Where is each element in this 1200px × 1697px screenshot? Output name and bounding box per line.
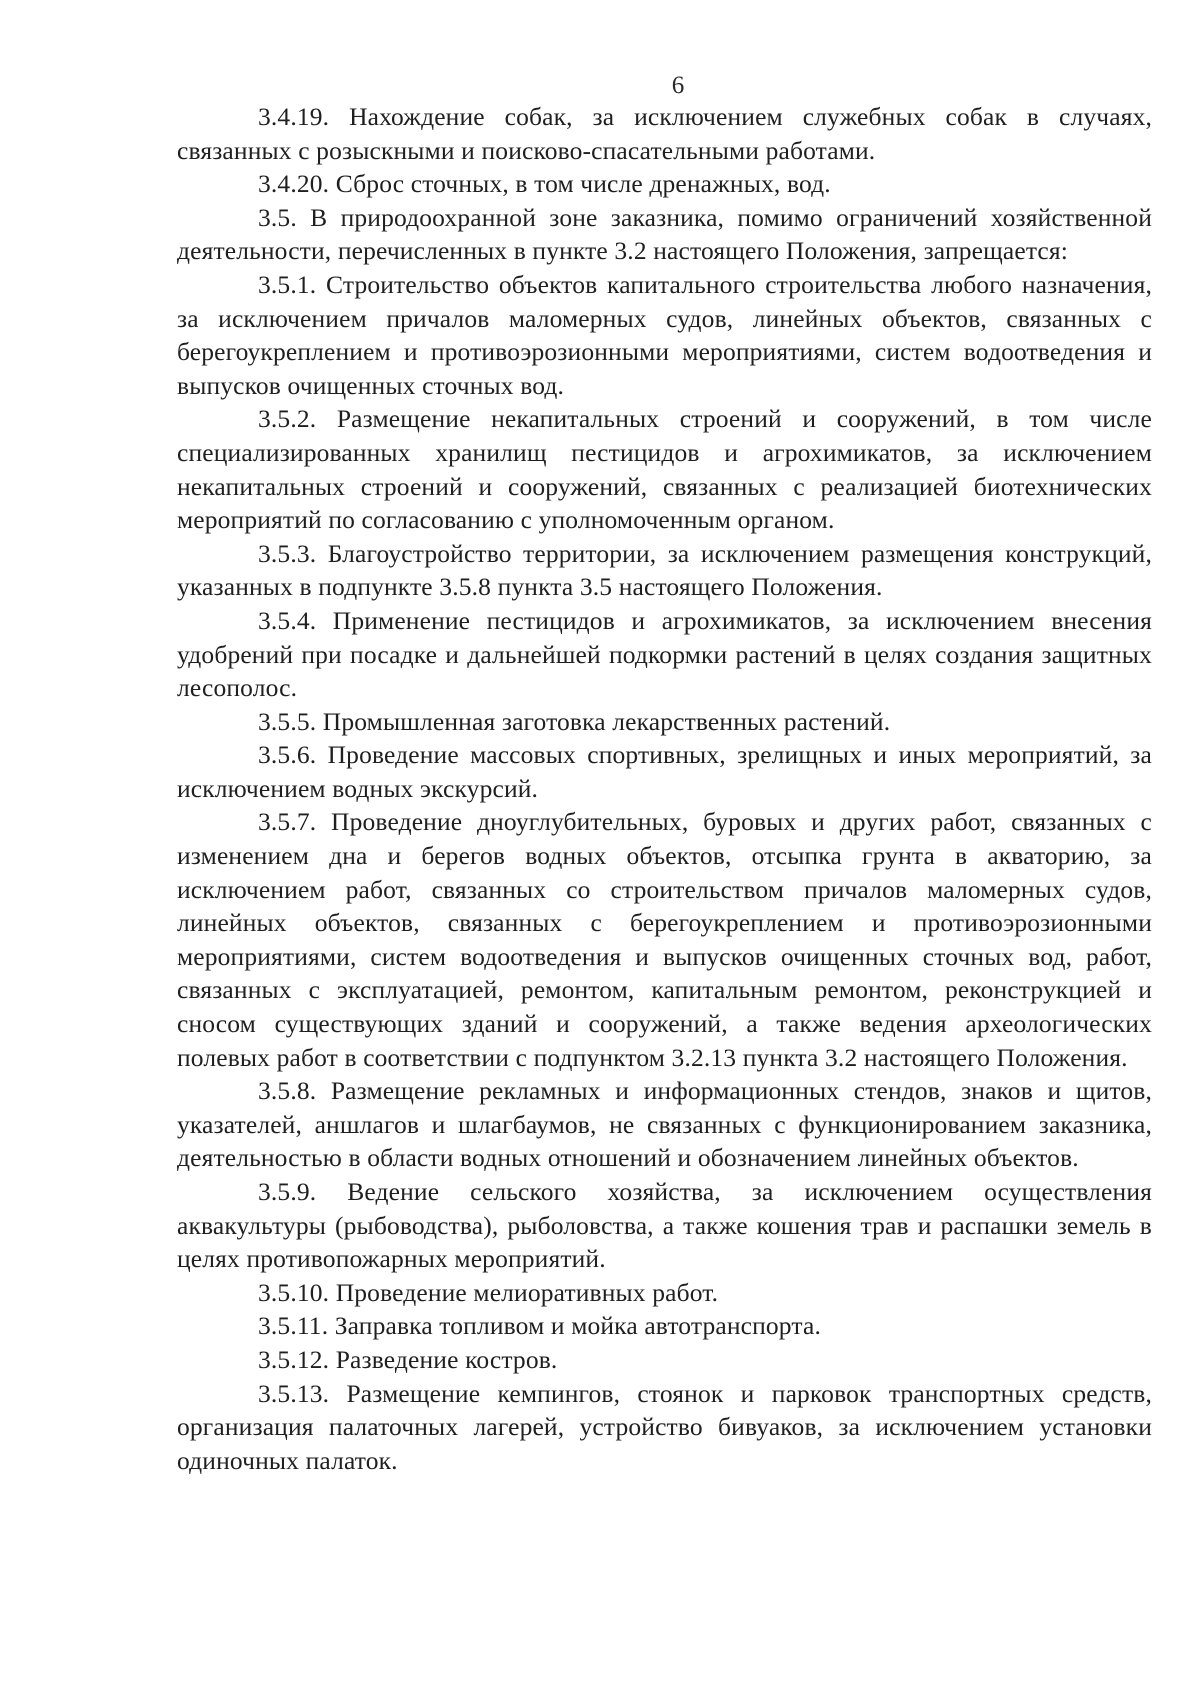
paragraph-3-5: 3.5. В природоохранной зоне заказника, помимо ограничений хозяйственной деятельности, перечисленных в пункте 3.2 настоящего Положения, запрещается: — [177, 202, 1152, 266]
paragraph-3-5-13: 3.5.13. Размещение кемпингов, стоянок и парковок транспортных средств, организация палаточных лагерей, устройство бивуаков, за исключением установки одиночных палаток. — [177, 1378, 1152, 1475]
page-number: 6 — [671, 72, 685, 99]
paragraph-3-5-2: 3.5.2. Размещение некапитальных строений и сооружений, в том числе специализированных хранилищ пестицидов и агрохимикатов, за исключением некапитальных строений и сооружений, связанных с реализацией биотехнических мероприятий по согласованию с уполномоченным органом. — [177, 404, 1152, 535]
paragraph-3-5-10: 3.5.10. Проведение мелиоративных работ. — [258, 1277, 719, 1307]
paragraph-3-5-5: 3.5.5. Промышленная заготовка лекарственных растений. — [258, 706, 891, 736]
paragraph-3-5-3: 3.5.3. Благоустройство территории, за исключением размещения конструкций, указанных в подпункте 3.5.8 пункта 3.5 настоящего Положения. — [177, 538, 1152, 602]
paragraph-3-5-12: 3.5.12. Разведение костров. — [258, 1344, 558, 1374]
paragraph-3-5-6: 3.5.6. Проведение массовых спортивных, зрелищных и иных мероприятий, за исключением водных экскурсий. — [177, 740, 1152, 803]
document-body — [177, 100, 1152, 1477]
paragraph-3-4-20: 3.4.20. Сброс сточных, в том числе дренажных, вод. — [258, 169, 831, 199]
paragraph-3-4-19: 3.4.19. Нахождение собак, за исключением служебных собак в случаях, связанных с розыскными и поисково-спасательными работами. — [177, 102, 1152, 165]
paragraph-3-5-1: 3.5.1. Строительство объектов капитального строительства любого назначения, за исключением причалов маломерных судов, линейных объектов, связанных с берегоукреплением и противоэрозионными мероприятиями, систем водоотведения и выпусков очищенных сточных вод. — [177, 269, 1152, 400]
paragraph-3-5-9: 3.5.9. Ведение сельского хозяйства, за исключением осуществления аквакультуры (рыбоводства), рыболовства, а также кошения трав и распашки земель в целях противопожарных мероприятий. — [177, 1177, 1152, 1274]
paragraph-3-5-8: 3.5.8. Размещение рекламных и информационных стендов, знаков и щитов, указателей, аншлагов и шлагбаумов, не связанных с функционированием заказника, деятельностью в области водных отношений и обозначением линейных объектов. — [177, 1076, 1152, 1173]
paragraph-3-5-7: 3.5.7. Проведение дноуглубительных, буровых и других работ, связанных с изменением дна и берегов водных объектов, отсыпка грунта в акваторию, за исключением работ, связанных со строительством причалов маломерных судов, линейных объектов, связанных с берегоукреплением и противоэрозионными мероприятиями, систем водоотведения и выпусков очищенных сточных вод, работ, связанных с эксплуатацией, ремонтом, капитальным ремонтом, реконструкцией и сносом существующих зданий и сооружений, а также ведения археологических полевых работ в соответствии с подпунктом 3.2.13 пункта 3.2 настоящего Положения. — [177, 807, 1152, 1072]
paragraph-3-5-11: 3.5.11. Заправка топливом и мойка автотранспорта. — [258, 1311, 821, 1341]
paragraph-3-5-4: 3.5.4. Применение пестицидов и агрохимикатов, за исключением внесения удобрений при посадке и дальнейшей подкормки растений в целях создания защитных лесополос. — [177, 605, 1152, 703]
